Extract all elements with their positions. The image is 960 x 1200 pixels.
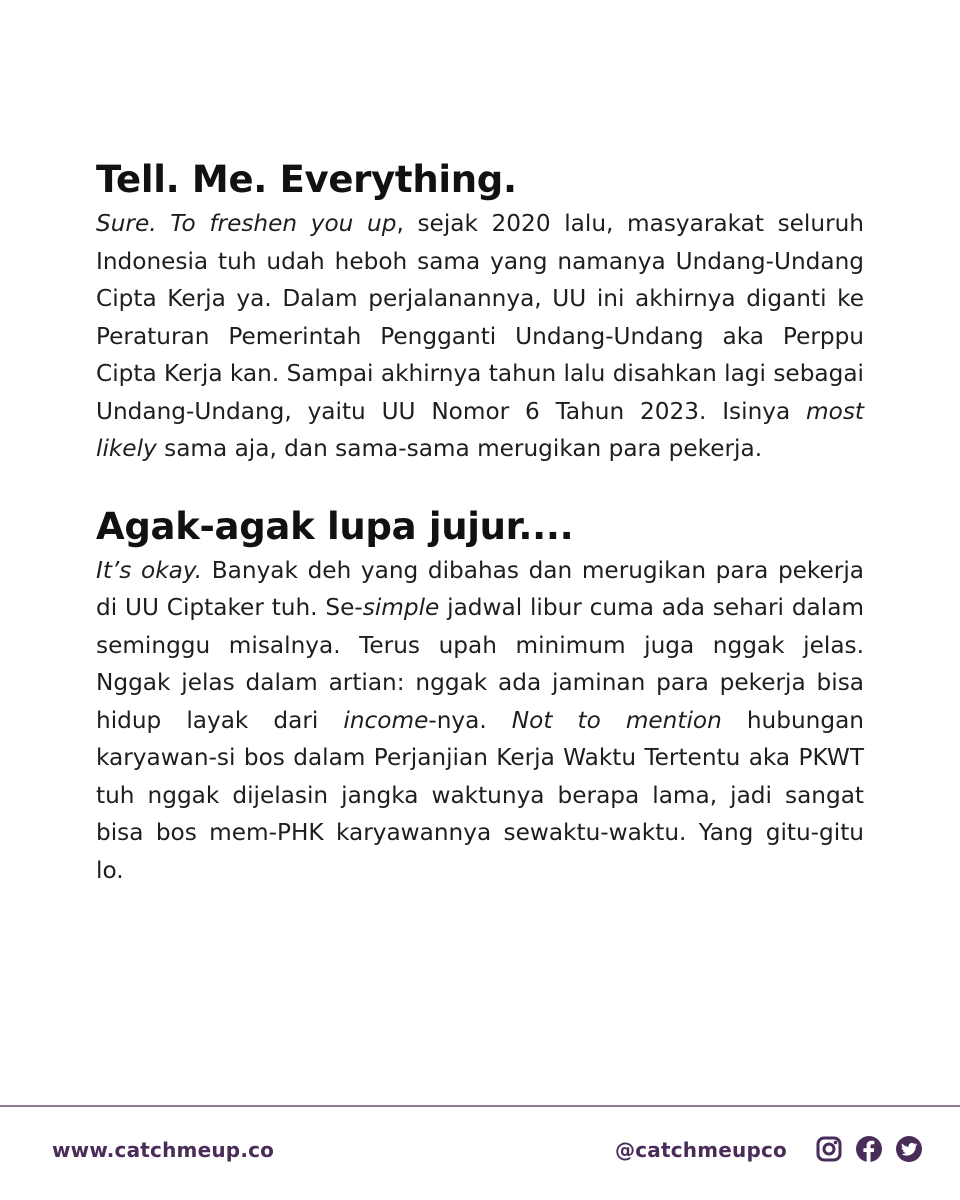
- section-body: [96, 205, 864, 468]
- section-gap: [96, 468, 864, 502]
- body-italic-text: It’s okay.: [96, 556, 203, 584]
- facebook-icon[interactable]: [855, 1135, 883, 1163]
- body-italic-text: Not to mention: [511, 706, 722, 734]
- body-italic-text: income: [343, 706, 429, 734]
- body-text: , sejak 2020 lalu, masyarakat seluruh Indonesia tuh udah heboh sama yang namanya Undang-Undang Cipta Kerja ya. Dalam perjalanannya, UU ini akhirnya diganti ke Peraturan Pemerintah Pengganti Undang-Undang aka Perppu Cipta Kerja kan. Sampai akhirnya tahun lalu disahkan lagi sebagai Undang-Undang, yaitu UU Nomor 6 Tahun 2023. Isinya: [96, 210, 864, 425]
- section-title: Tell. Me. Everything.: [96, 158, 517, 201]
- body-italic-text: Sure. To freshen you up: [96, 210, 397, 237]
- section-title: Agak-agak lupa jujur....: [96, 504, 574, 548]
- body-italic-text: most likely: [96, 397, 864, 462]
- section-agak-agak-lupa-jujur: [96, 502, 864, 890]
- body-text: jadwal libur cuma ada sehari dalam seminggu misalnya. Terus upah minimum juga nggak jelas. Nggak jelas dalam artian: nggak ada jaminan para pekerja bisa hidup layak dari: [96, 594, 864, 734]
- section-tell-me-everything: [96, 155, 864, 468]
- body-text: -nya.: [428, 706, 512, 734]
- website-link[interactable]: www.catchmeup.co: [52, 1138, 275, 1162]
- footer: [0, 1107, 960, 1200]
- body-text: hubungan karyawan-si bos dalam Perjanjian Kerja Waktu Tertentu aka PKWT tuh nggak dijelasin jangka waktunya berapa lama, jadi sangat bisa bos mem-PHK karyawannya sewaktu-waktu. Yang gitu-gitu lo.: [96, 706, 864, 884]
- twitter-icon[interactable]: [895, 1135, 923, 1163]
- instagram-icon[interactable]: [815, 1135, 843, 1163]
- body-text: sama aja, dan sama-sama merugikan para pekerja.: [156, 435, 763, 462]
- section-body: [96, 552, 864, 890]
- article-content: [96, 155, 864, 889]
- body-italic-text: simple: [362, 594, 440, 621]
- social-handle-link[interactable]: @catchmeupco: [615, 1138, 787, 1162]
- body-text: Banyak deh yang dibahas dan merugikan para pekerja di UU Ciptaker tuh. Se-: [96, 556, 864, 621]
